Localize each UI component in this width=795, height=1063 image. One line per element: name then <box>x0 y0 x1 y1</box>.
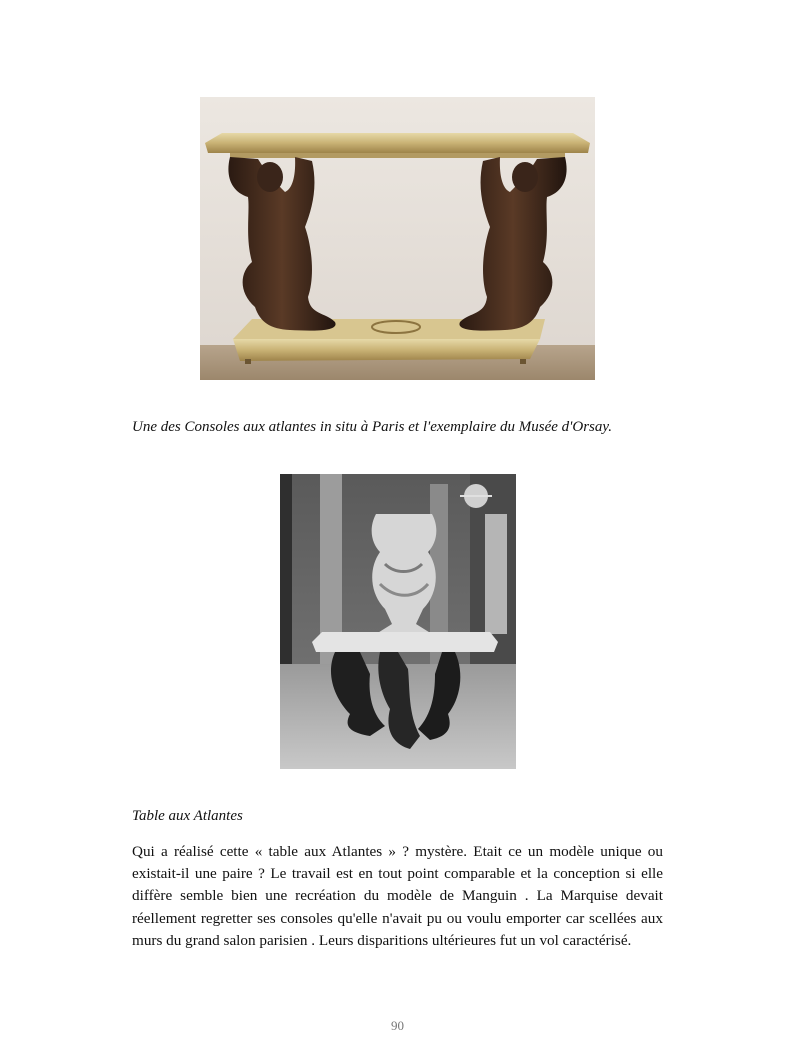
console-illustration <box>200 97 595 380</box>
body-paragraph: Qui a réalisé cette « table aux Atlantes » ? mystère. Etait ce un modèle unique ou existait-il une paire ? Le travail est en tout point comparable et la conception si elle diffère semble bien une recréation du modèle de Manguin . La Marquise devait réellement regretter ses consoles qu'elle n'avait pu ou voulu emporter car scellées aux murs du grand salon parisien . Leurs disparitions ultérieures fut un vol caractérisé. <box>132 843 663 949</box>
console-aux-atlantes-photo <box>200 97 595 380</box>
table-top <box>312 632 498 652</box>
table-aux-atlantes-photo <box>280 474 516 769</box>
table-illustration <box>280 474 516 769</box>
figure-caption-console: Une des Consoles aux atlantes in situ à Paris et l'exemplaire du Musée d'Orsay. <box>132 419 612 435</box>
page-number: 90 <box>391 1018 404 1033</box>
console-top <box>205 133 590 153</box>
figure-caption-table: Table aux Atlantes <box>132 808 243 824</box>
